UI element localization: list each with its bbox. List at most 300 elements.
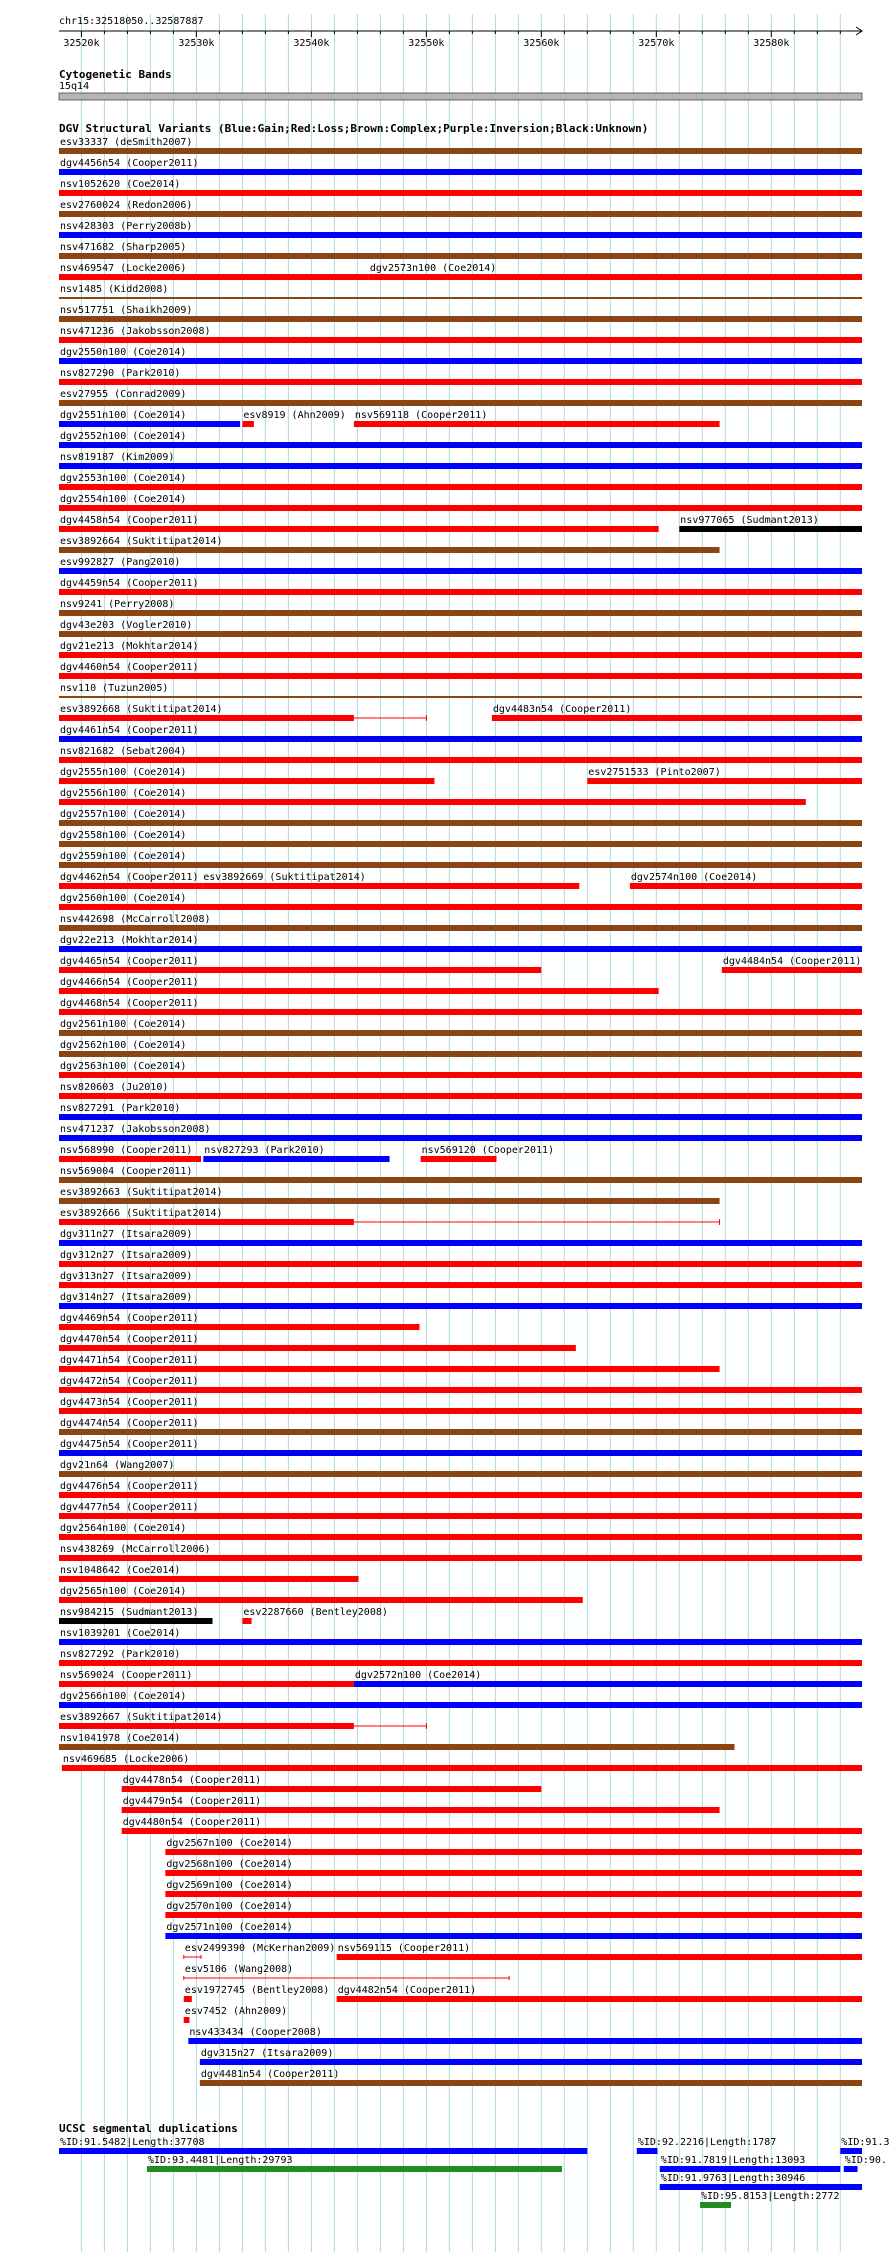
- sv-feature[interactable]: [59, 137, 862, 154]
- sv-feature[interactable]: [492, 704, 862, 721]
- sv-feature-bar[interactable]: [59, 442, 862, 448]
- sv-feature[interactable]: [59, 536, 720, 553]
- sv-feature-label: esv2499390 (McKernan2009): [184, 1943, 336, 1954]
- sv-feature[interactable]: [59, 1313, 419, 1330]
- sv-feature[interactable]: [59, 914, 862, 931]
- sv-feature-bar[interactable]: [242, 1618, 251, 1624]
- sv-feature-bar[interactable]: [59, 589, 862, 595]
- sv-feature[interactable]: [722, 956, 862, 973]
- sv-feature-bar[interactable]: [59, 568, 862, 574]
- sv-feature-bar[interactable]: [122, 1828, 862, 1834]
- sv-feature[interactable]: [188, 2027, 862, 2044]
- sv-feature[interactable]: [59, 221, 862, 238]
- sv-feature[interactable]: [59, 1628, 862, 1645]
- sv-feature[interactable]: [122, 1817, 862, 1834]
- segdup-feature[interactable]: [700, 2191, 839, 2208]
- sv-feature-label: nsv110 (Tuzun2005): [60, 683, 169, 694]
- sv-feature[interactable]: [59, 1271, 862, 1288]
- sv-feature[interactable]: [59, 1355, 720, 1372]
- sv-feature-bar[interactable]: [59, 463, 862, 469]
- sv-feature-bar[interactable]: [62, 1765, 862, 1771]
- sv-feature-bar[interactable]: [59, 1366, 720, 1372]
- sv-feature-bar[interactable]: [59, 526, 659, 532]
- sv-feature-label: dgv2562n100 (Coe2014): [60, 1040, 187, 1051]
- sv-feature[interactable]: [59, 725, 862, 742]
- sv-feature[interactable]: [184, 1964, 509, 1980]
- sv-feature-bar[interactable]: [59, 1723, 354, 1729]
- sv-feature-label: nsv821682 (Sebat2004): [60, 746, 187, 757]
- sv-feature[interactable]: [59, 1061, 862, 1078]
- sv-feature[interactable]: [354, 1670, 862, 1687]
- segdup-feature-label: %ID:93.4481|Length:29793: [148, 2155, 293, 2166]
- sv-feature[interactable]: [59, 1145, 201, 1162]
- sv-feature[interactable]: [59, 305, 862, 322]
- sv-feature[interactable]: [369, 263, 862, 280]
- segdup-feature-bar[interactable]: [844, 2166, 858, 2172]
- dgv-track: [59, 122, 862, 2086]
- ruler-tick-label: 32560k: [523, 38, 560, 49]
- sv-feature-bar[interactable]: [59, 652, 862, 658]
- sv-feature[interactable]: [242, 1607, 388, 1624]
- sv-feature-label: esv8919 (Ahn2009): [243, 410, 346, 421]
- sv-feature-bar[interactable]: [59, 1009, 862, 1015]
- sv-feature[interactable]: [59, 557, 862, 574]
- sv-feature[interactable]: [59, 1544, 862, 1561]
- sv-feature[interactable]: [59, 410, 240, 427]
- sv-feature[interactable]: [59, 1019, 862, 1036]
- sv-feature-label: dgv4477n54 (Cooper2011): [60, 1502, 199, 1513]
- sv-feature-label: dgv4469n54 (Cooper2011): [60, 1313, 199, 1324]
- sv-feature[interactable]: [59, 1397, 862, 1414]
- sv-feature-label: esv3892664 (Suktitipat2014): [60, 536, 223, 547]
- sv-feature-bar[interactable]: [59, 883, 202, 889]
- sv-feature[interactable]: [59, 179, 862, 196]
- sv-feature-label: dgv4475n54 (Cooper2011): [60, 1439, 199, 1450]
- sv-feature[interactable]: [59, 1187, 720, 1204]
- sv-feature[interactable]: [122, 1775, 542, 1792]
- dgv-feature-rows: [59, 137, 862, 2086]
- sv-feature-label: esv7452 (Ahn2009): [184, 2006, 288, 2017]
- sv-feature-bar[interactable]: [184, 2017, 190, 2023]
- sv-feature[interactable]: [59, 956, 541, 973]
- sv-feature[interactable]: [165, 1922, 862, 1939]
- sv-feature[interactable]: [59, 599, 862, 616]
- sv-feature[interactable]: [200, 2048, 862, 2065]
- sv-feature[interactable]: [59, 1124, 862, 1141]
- sv-feature-label: dgv4462n54 (Cooper2011): [60, 872, 199, 883]
- sv-feature[interactable]: [59, 1523, 862, 1540]
- sv-feature-label: dgv4482n54 (Cooper2011): [337, 1985, 477, 1996]
- sv-feature-label: nsv9241 (Perry2008): [60, 599, 175, 610]
- sv-feature-bar[interactable]: [59, 1240, 862, 1246]
- sv-feature[interactable]: [337, 1943, 862, 1960]
- sv-feature-bar[interactable]: [203, 1156, 389, 1162]
- sv-feature-bar[interactable]: [59, 1177, 862, 1183]
- sv-feature-bar[interactable]: [59, 1513, 862, 1519]
- sv-feature-label: dgv4481n54 (Cooper2011): [200, 2069, 340, 2080]
- sv-feature[interactable]: [202, 872, 579, 889]
- sv-feature-label: esv992827 (Pang2010): [60, 557, 181, 568]
- sv-feature-bar[interactable]: [722, 967, 862, 973]
- sv-feature-bar[interactable]: [59, 1597, 583, 1603]
- sv-feature-bar[interactable]: [679, 526, 862, 532]
- sv-feature-label: dgv2550n100 (Coe2014): [60, 347, 187, 358]
- sv-feature-label: dgv4484n54 (Cooper2011): [722, 956, 862, 967]
- sv-feature[interactable]: [59, 515, 659, 532]
- segdup-feature-bar[interactable]: [840, 2148, 862, 2154]
- sv-feature-bar[interactable]: [59, 358, 862, 364]
- sv-feature-label: nsv471682 (Sharp2005): [60, 242, 187, 253]
- segdup-feature-label: %ID:95.8153|Length:2772: [701, 2191, 840, 2202]
- sv-feature[interactable]: [59, 494, 862, 511]
- sv-feature-bar[interactable]: [59, 1135, 862, 1141]
- sv-feature-bar[interactable]: [165, 1870, 862, 1876]
- sv-feature-label: dgv2557n100 (Coe2014): [60, 809, 187, 820]
- sv-feature-bar[interactable]: [165, 1912, 862, 1918]
- sv-feature[interactable]: [59, 998, 862, 1015]
- sv-feature-label: esv2760024 (Redon2006): [60, 200, 193, 211]
- sv-feature-label: nsv1485 (Kidd2008): [60, 284, 169, 295]
- sv-feature-label: nsv827291 (Park2010): [60, 1103, 181, 1114]
- sv-feature[interactable]: [59, 1208, 720, 1225]
- sv-feature-bar[interactable]: [354, 1681, 862, 1687]
- sv-feature[interactable]: [59, 1418, 862, 1435]
- sv-feature-bar[interactable]: [59, 232, 862, 238]
- sv-feature-label: nsv433434 (Cooper2008): [189, 2027, 322, 2038]
- sv-feature-bar[interactable]: [59, 736, 862, 742]
- sv-feature[interactable]: [184, 1943, 336, 1959]
- sv-feature-label: nsv1052620 (Coe2014): [60, 179, 181, 190]
- sv-feature[interactable]: [59, 1376, 862, 1393]
- segdup-feature-bar[interactable]: [700, 2202, 731, 2208]
- sv-feature-bar[interactable]: [337, 1954, 862, 1960]
- sv-feature[interactable]: [59, 1040, 862, 1057]
- sv-feature[interactable]: [165, 1838, 862, 1855]
- sv-feature[interactable]: [165, 1901, 862, 1918]
- ruler-tick-label: 32580k: [753, 38, 790, 49]
- sv-feature-bar[interactable]: [59, 148, 862, 154]
- sv-feature[interactable]: [630, 872, 862, 889]
- sv-feature[interactable]: [59, 746, 862, 763]
- segdup-feature-bar[interactable]: [637, 2148, 658, 2154]
- sv-feature[interactable]: [59, 662, 862, 679]
- sv-feature-label: dgv4458n54 (Cooper2011): [60, 515, 199, 526]
- sv-feature-label: dgv2551n100 (Coe2014): [60, 410, 187, 421]
- sv-feature-bar[interactable]: [59, 211, 862, 217]
- sv-feature-bar[interactable]: [59, 274, 369, 280]
- sv-feature[interactable]: [59, 263, 369, 280]
- sv-feature-bar[interactable]: [59, 547, 720, 553]
- dgv-track-title: DGV Structural Variants (Blue:Gain;Red:Loss;Brown:Complex;Purple:Inversion;Black:Unknown): [59, 122, 649, 135]
- sv-feature[interactable]: [184, 2006, 287, 2023]
- sv-feature-bar[interactable]: [59, 799, 806, 805]
- sv-feature-bar[interactable]: [59, 316, 862, 322]
- sv-feature[interactable]: [59, 1103, 862, 1120]
- sv-feature-bar[interactable]: [59, 1702, 862, 1708]
- sv-feature[interactable]: [59, 389, 862, 406]
- sv-feature-bar[interactable]: [59, 400, 862, 406]
- ruler-track: [59, 16, 862, 49]
- sv-feature-label: dgv2569n100 (Coe2014): [166, 1880, 293, 1891]
- sv-feature-label: nsv827290 (Park2010): [60, 368, 181, 379]
- sv-feature-bar[interactable]: [59, 967, 541, 973]
- cytoband-label[interactable]: 15q14: [59, 81, 90, 92]
- sv-feature[interactable]: [242, 410, 345, 427]
- sv-feature-label: nsv984215 (Sudmant2013): [60, 1607, 199, 1618]
- sv-feature-bar[interactable]: [188, 2038, 862, 2044]
- sv-feature-bar[interactable]: [59, 190, 862, 196]
- segdup-feature[interactable]: [637, 2137, 776, 2154]
- sv-feature-bar[interactable]: [59, 1660, 862, 1666]
- sv-feature[interactable]: [59, 1334, 576, 1351]
- sv-feature[interactable]: [59, 1481, 862, 1498]
- sv-feature[interactable]: [122, 1796, 720, 1813]
- sv-feature-bar[interactable]: [59, 1534, 862, 1540]
- sv-feature[interactable]: [59, 347, 862, 364]
- sv-feature-bar[interactable]: [59, 1219, 354, 1225]
- sv-feature-label: esv2751533 (Pinto2007): [588, 767, 721, 778]
- sv-feature[interactable]: [59, 1670, 354, 1687]
- segdup-track-title: UCSC segmental duplications: [59, 2122, 238, 2135]
- sv-feature-label: dgv4480n54 (Cooper2011): [122, 1817, 262, 1828]
- sv-feature-bar[interactable]: [165, 1933, 862, 1939]
- segdup-feature[interactable]: [840, 2137, 889, 2154]
- sv-feature[interactable]: [59, 431, 862, 448]
- sv-feature-bar[interactable]: [59, 778, 434, 784]
- segdup-feature-bar[interactable]: [660, 2184, 862, 2190]
- sv-feature[interactable]: [59, 1082, 862, 1099]
- sv-feature[interactable]: [59, 641, 862, 658]
- sv-feature-bar[interactable]: [59, 1618, 213, 1624]
- sv-feature-bar[interactable]: [59, 1051, 862, 1057]
- sv-feature[interactable]: [200, 2069, 862, 2086]
- sv-feature[interactable]: [59, 326, 862, 343]
- sv-feature-label: nsv469547 (Locke2006): [60, 263, 187, 274]
- sv-feature[interactable]: [59, 1691, 862, 1708]
- sv-feature-bar[interactable]: [59, 610, 862, 616]
- segdup-feature[interactable]: [844, 2155, 887, 2172]
- sv-feature-bar[interactable]: [165, 1849, 862, 1855]
- sv-feature-label: dgv4478n54 (Cooper2011): [122, 1775, 262, 1786]
- sv-feature[interactable]: [59, 1565, 359, 1582]
- sv-feature[interactable]: [587, 767, 862, 784]
- sv-feature[interactable]: [59, 620, 862, 637]
- sv-feature-bar[interactable]: [200, 2059, 862, 2065]
- sv-feature[interactable]: [679, 515, 862, 532]
- sv-feature-bar[interactable]: [59, 1114, 862, 1120]
- sv-feature-label: nsv569120 (Cooper2011): [421, 1145, 555, 1156]
- sv-feature-label: dgv2573n100 (Coe2014): [369, 263, 497, 274]
- sv-feature[interactable]: [59, 1502, 862, 1519]
- ruler-tick-label: 32550k: [408, 38, 445, 49]
- sv-feature-bar[interactable]: [59, 1492, 862, 1498]
- sv-feature[interactable]: [59, 1250, 862, 1267]
- sv-feature-label: esv33337 (deSmith2007): [60, 137, 193, 148]
- sv-feature-bar[interactable]: [630, 883, 862, 889]
- segdup-feature[interactable]: [59, 2137, 587, 2154]
- sv-feature-label: dgv4461n54 (Cooper2011): [60, 725, 199, 736]
- sv-feature[interactable]: [59, 1649, 862, 1666]
- segdup-feature-rows: [59, 2137, 889, 2208]
- sv-feature-bar[interactable]: [59, 1072, 862, 1078]
- segdup-feature[interactable]: [147, 2155, 562, 2172]
- sv-feature-bar[interactable]: [59, 715, 354, 721]
- sv-feature[interactable]: [59, 767, 434, 784]
- segdup-feature[interactable]: [660, 2155, 841, 2172]
- sv-feature[interactable]: [354, 410, 720, 427]
- cytoband-track-title: Cytogenetic Bands: [59, 68, 172, 81]
- sv-feature-label: nsv1048642 (Coe2014): [60, 1565, 181, 1576]
- segdup-feature-bar[interactable]: [59, 2148, 587, 2154]
- segdup-feature-bar[interactable]: [147, 2166, 562, 2172]
- segdup-track: [59, 2122, 889, 2208]
- sv-feature-bar[interactable]: [59, 757, 862, 763]
- sv-feature-bar[interactable]: [59, 820, 862, 826]
- sv-feature[interactable]: [59, 1607, 213, 1624]
- sv-feature-bar[interactable]: [59, 673, 862, 679]
- cytoband-bar[interactable]: [59, 93, 862, 100]
- sv-feature-label: nsv977065 (Sudmant2013): [680, 515, 819, 526]
- sv-feature-bar[interactable]: [59, 841, 862, 847]
- sv-feature[interactable]: [59, 1229, 862, 1246]
- sv-feature[interactable]: [203, 1145, 389, 1162]
- sv-feature-bar[interactable]: [59, 904, 862, 910]
- sv-feature-bar[interactable]: [200, 2080, 862, 2086]
- segdup-feature-bar[interactable]: [660, 2166, 841, 2172]
- sv-feature-bar[interactable]: [59, 925, 862, 931]
- sv-feature[interactable]: [59, 1292, 862, 1309]
- sv-feature-bar[interactable]: [59, 1681, 354, 1687]
- sv-feature-bar[interactable]: [59, 1576, 359, 1582]
- sv-feature-bar[interactable]: [59, 1261, 862, 1267]
- sv-feature-label: nsv827292 (Park2010): [60, 1649, 181, 1660]
- sv-feature[interactable]: [59, 893, 862, 910]
- sv-feature[interactable]: [59, 935, 862, 952]
- sv-feature[interactable]: [59, 809, 862, 826]
- sv-feature-bar[interactable]: [59, 169, 862, 175]
- sv-feature-bar[interactable]: [59, 1303, 862, 1309]
- sv-feature[interactable]: [337, 1985, 862, 2002]
- sv-feature-bar[interactable]: [587, 778, 862, 784]
- sv-feature-label: nsv827293 (Park2010): [204, 1145, 325, 1156]
- sv-feature-label: esv27955 (Conrad2009): [60, 389, 187, 400]
- sv-feature-bar[interactable]: [59, 696, 862, 698]
- sv-feature[interactable]: [59, 872, 202, 889]
- sv-feature-bar[interactable]: [59, 1324, 419, 1330]
- sv-feature[interactable]: [59, 1460, 862, 1477]
- sv-feature-label: dgv2574n100 (Coe2014): [630, 872, 758, 883]
- sv-feature-label: dgv4473n54 (Cooper2011): [60, 1397, 199, 1408]
- sv-feature[interactable]: [59, 830, 862, 847]
- sv-feature-bar[interactable]: [184, 1996, 192, 2002]
- sv-feature-bar[interactable]: [492, 715, 862, 721]
- ruler-tick-label: 32530k: [178, 38, 215, 49]
- sv-feature-bar[interactable]: [59, 1093, 862, 1099]
- sv-feature[interactable]: [59, 284, 862, 299]
- sv-feature-label: nsv469685 (Locke2006): [62, 1754, 190, 1765]
- sv-feature-label: nsv819187 (Kim2009): [60, 452, 175, 463]
- sv-feature-bar[interactable]: [59, 946, 862, 952]
- sv-feature[interactable]: [59, 1586, 583, 1603]
- sv-feature[interactable]: [165, 1880, 862, 1897]
- sv-feature-bar[interactable]: [59, 1345, 576, 1351]
- sv-feature-label: dgv2572n100 (Coe2014): [354, 1670, 482, 1681]
- cytoband-track: [59, 68, 862, 100]
- sv-feature-bar[interactable]: [59, 297, 862, 299]
- sv-feature[interactable]: [59, 1439, 862, 1456]
- segdup-feature-label: %ID:92.2216|Length:1787: [637, 2137, 777, 2148]
- ruler-tick-label: 32570k: [638, 38, 675, 49]
- sv-feature-label: dgv4459n54 (Cooper2011): [60, 578, 199, 589]
- sv-feature-label: nsv442698 (McCarroll2008): [60, 914, 211, 925]
- sv-feature[interactable]: [59, 683, 862, 698]
- sv-feature-bar[interactable]: [59, 631, 862, 637]
- sv-feature[interactable]: [165, 1859, 862, 1876]
- sv-feature-bar[interactable]: [59, 1198, 720, 1204]
- sv-feature-bar[interactable]: [59, 484, 862, 490]
- sv-feature[interactable]: [59, 578, 862, 595]
- sv-feature-bar[interactable]: [59, 1471, 862, 1477]
- sv-feature-bar[interactable]: [59, 1744, 735, 1750]
- sv-feature[interactable]: [59, 368, 862, 385]
- sv-feature-bar[interactable]: [59, 1450, 862, 1456]
- sv-feature-bar[interactable]: [59, 988, 659, 994]
- sv-feature-bar[interactable]: [59, 1156, 201, 1162]
- sv-feature[interactable]: [184, 1985, 330, 2002]
- sv-feature-label: dgv2568n100 (Coe2014): [166, 1859, 293, 1870]
- sv-feature-label: dgv311n27 (Itsara2009): [60, 1229, 193, 1240]
- sv-feature[interactable]: [62, 1754, 862, 1771]
- sv-feature-bar[interactable]: [59, 1030, 862, 1036]
- sv-feature-bar[interactable]: [59, 421, 240, 427]
- sv-feature[interactable]: [59, 851, 862, 868]
- sv-feature-bar[interactable]: [242, 421, 253, 427]
- sv-feature-bar[interactable]: [59, 862, 862, 868]
- sv-feature-bar[interactable]: [59, 1408, 862, 1414]
- sv-feature-label: nsv820603 (Ju2010): [60, 1082, 169, 1093]
- sv-feature-bar[interactable]: [59, 505, 862, 511]
- sv-feature-bar[interactable]: [337, 1996, 862, 2002]
- segdup-feature[interactable]: [660, 2173, 862, 2190]
- sv-feature[interactable]: [59, 788, 806, 805]
- sv-feature-bar[interactable]: [59, 337, 862, 343]
- sv-feature-bar[interactable]: [369, 274, 862, 280]
- sv-feature[interactable]: [59, 200, 862, 217]
- sv-feature[interactable]: [59, 158, 862, 175]
- sv-feature[interactable]: [59, 452, 862, 469]
- sv-feature-bar[interactable]: [122, 1807, 720, 1813]
- sv-feature-bar[interactable]: [59, 1639, 862, 1645]
- sv-feature-bar[interactable]: [59, 1387, 862, 1393]
- sv-feature[interactable]: [59, 1166, 862, 1183]
- sv-feature-bar[interactable]: [354, 421, 720, 427]
- sv-feature[interactable]: [59, 977, 659, 994]
- sv-feature[interactable]: [59, 473, 862, 490]
- sv-feature-bar[interactable]: [122, 1786, 542, 1792]
- sv-feature-bar[interactable]: [421, 1156, 497, 1162]
- sv-feature-bar[interactable]: [59, 1282, 862, 1288]
- sv-feature-bar[interactable]: [59, 379, 862, 385]
- sv-feature-bar[interactable]: [202, 883, 579, 889]
- sv-feature-bar[interactable]: [59, 1429, 862, 1435]
- sv-feature[interactable]: [421, 1145, 554, 1162]
- sv-feature[interactable]: [59, 242, 862, 259]
- sv-feature-bar[interactable]: [59, 253, 862, 259]
- sv-feature-bar[interactable]: [59, 1555, 862, 1561]
- sv-feature-label: dgv312n27 (Itsara2009): [60, 1250, 193, 1261]
- sv-feature-bar[interactable]: [165, 1891, 862, 1897]
- sv-feature-label: dgv4476n54 (Cooper2011): [60, 1481, 199, 1492]
